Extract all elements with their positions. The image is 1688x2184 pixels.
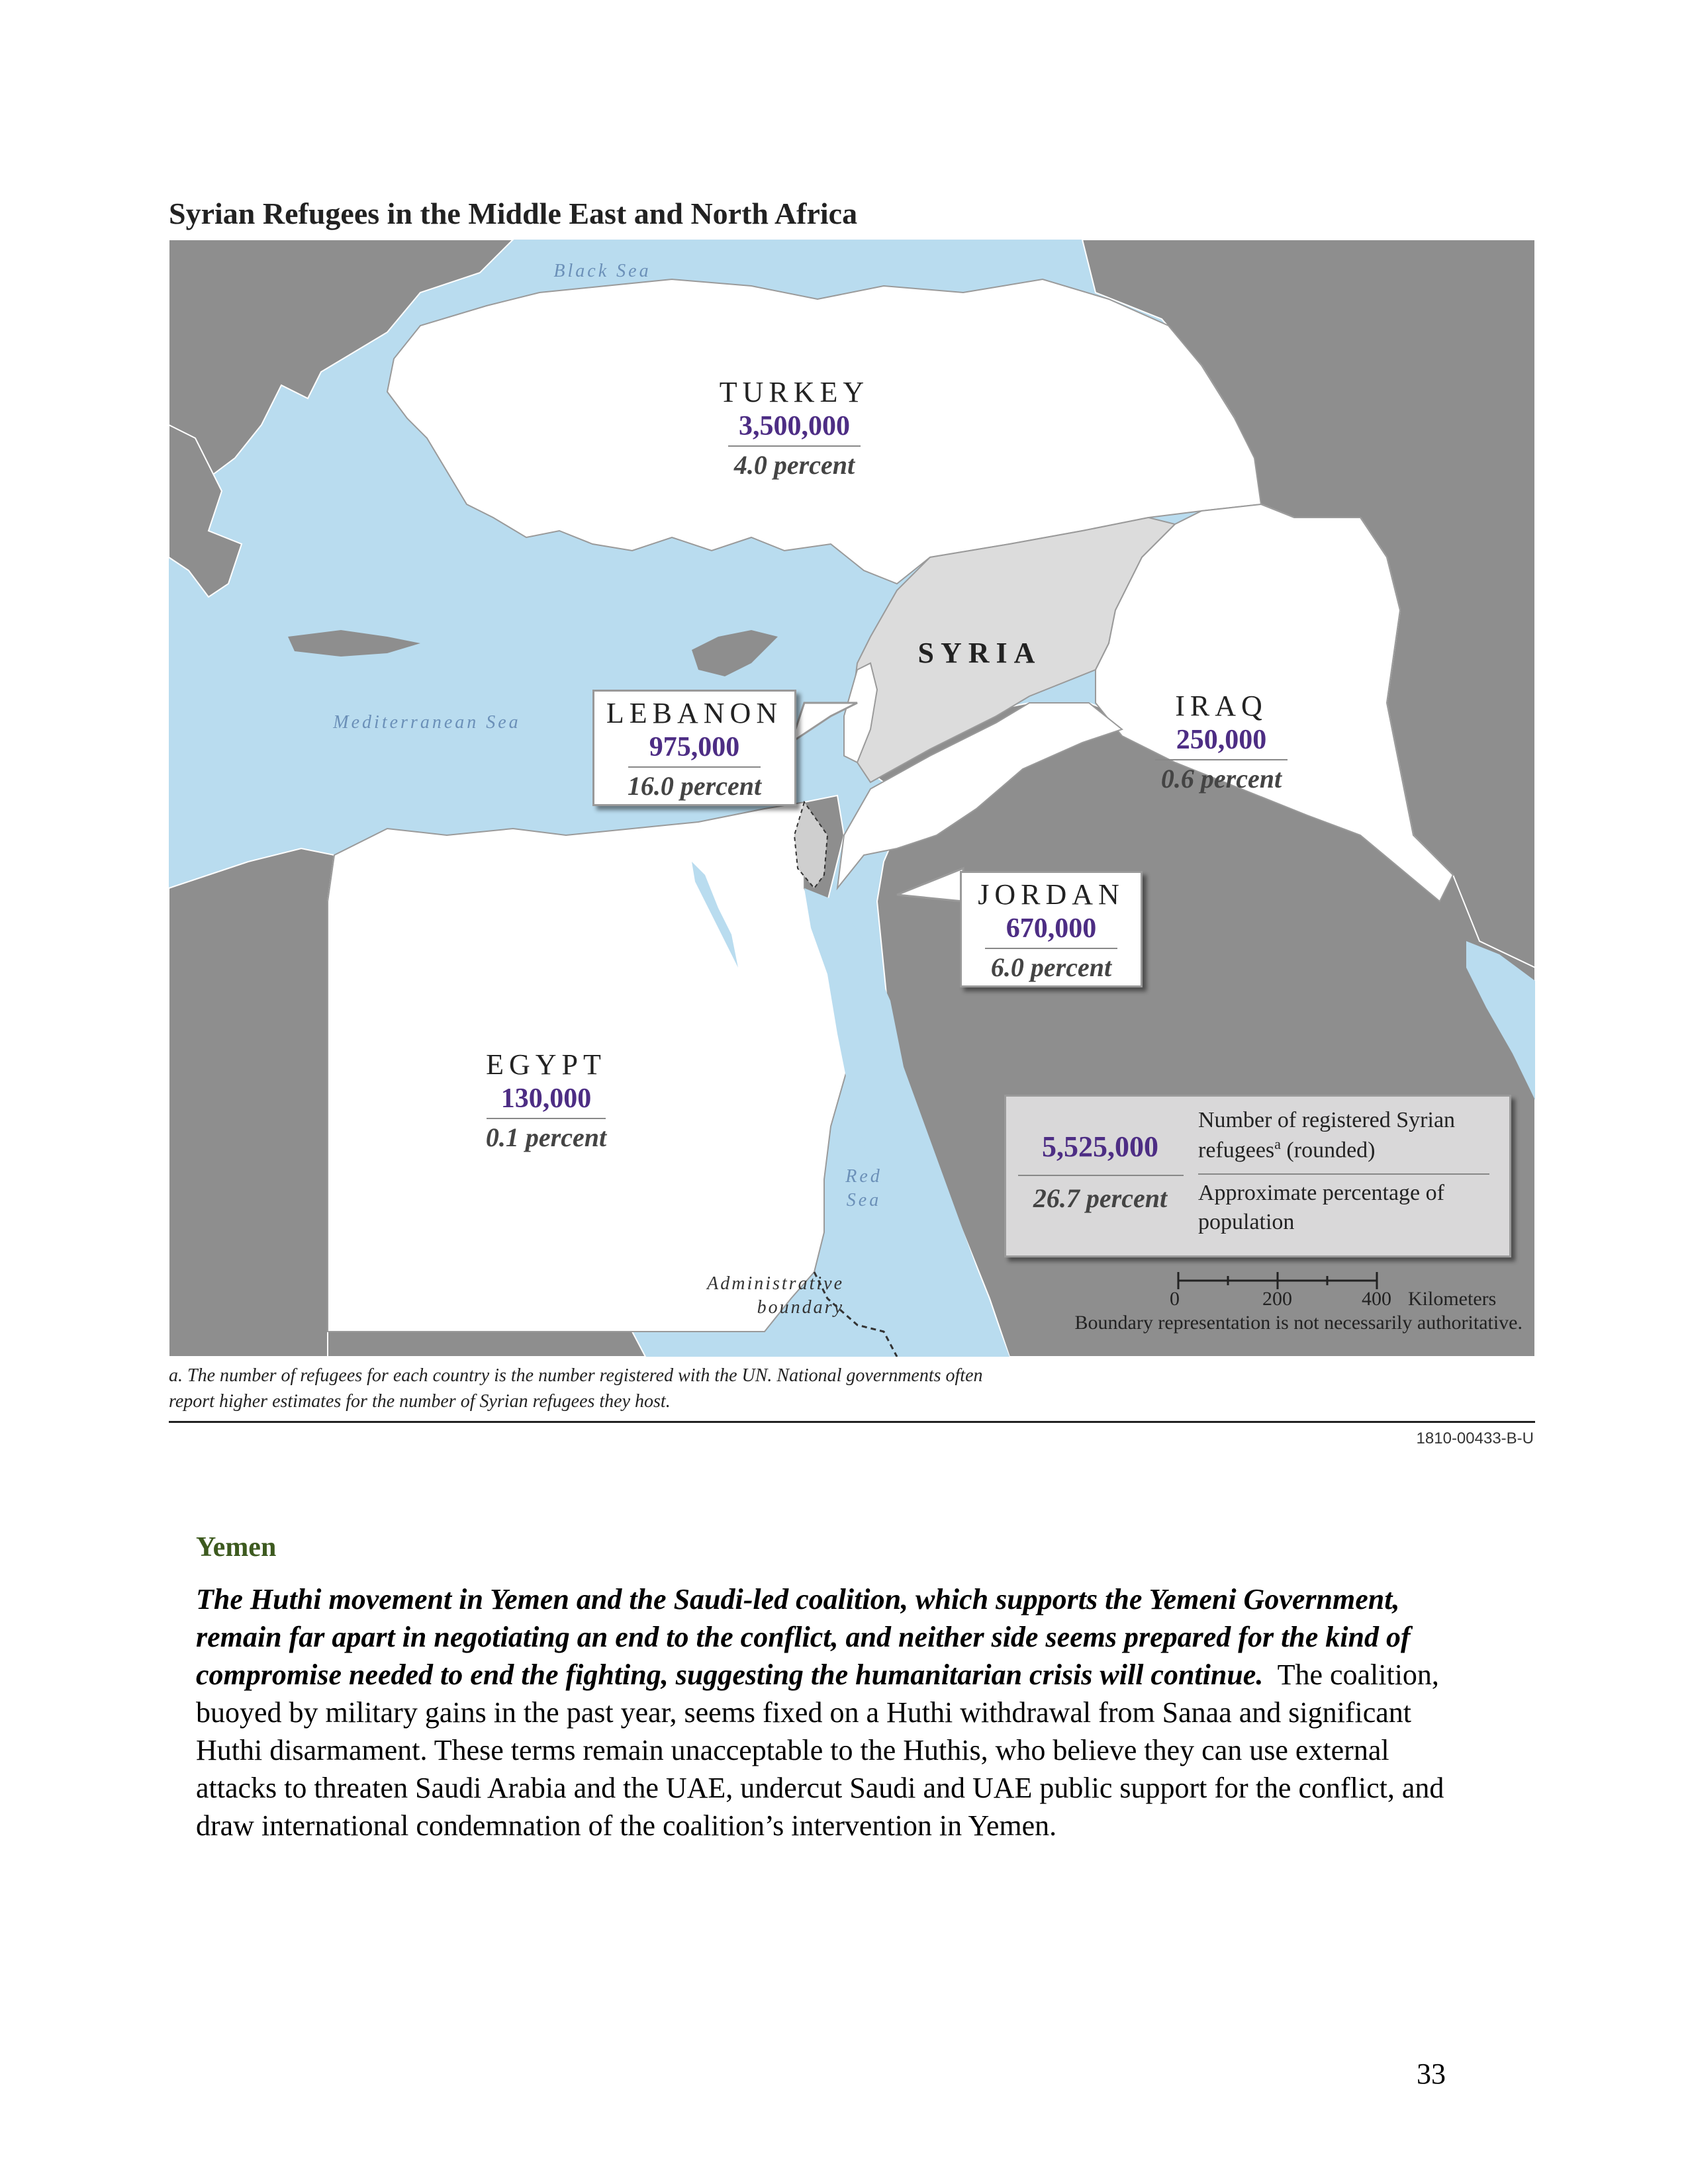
admin-boundary-line2: boundary xyxy=(757,1297,844,1318)
syria-name: SYRIA xyxy=(917,637,1042,669)
body-text: The coalition, buoyed by military gains in the past year, seems fixed on a Huthi withdrawal from Sanaa and significant Huthi disarmament. These terms remain unacceptable to the Huthis, who believe they can use external attacks to threaten Saudi Arabia and the UAE, undercut Saudi and UAE public support for the conflict, and draw international condemnation of the coalition’s intervention in Yemen. xyxy=(196,1659,1444,1842)
turkey-refugees: 3,500,000 xyxy=(739,410,850,441)
legend-refugees-desc-a: Number of registered Syrian refugees xyxy=(1198,1108,1456,1163)
egypt-refugees: 130,000 xyxy=(500,1083,592,1114)
page-number: 33 xyxy=(1417,2058,1446,2090)
legend-refugees-desc xyxy=(1198,1106,1503,1165)
section-paragraph xyxy=(196,1580,1460,1844)
scale-label-0: 0 xyxy=(1170,1288,1180,1310)
lead-sentence: The Huthi movement in Yemen and the Saudi-led coalition, which supports the Yemeni Government, remain far apart in negotiating an end to the conflict, and neither side seems prepared for the kind of compromise needed to end the fighting, suggesting the humanitarian crisis will continue. xyxy=(196,1583,1411,1691)
jordan-rule xyxy=(985,948,1117,949)
lebanon-rule xyxy=(628,766,761,768)
lebanon-percent: 16.0 percent xyxy=(627,770,762,801)
lebanon-refugees: 975,000 xyxy=(649,731,740,762)
lebanon-callout xyxy=(592,690,796,806)
turkey-name: TURKEY xyxy=(719,376,870,408)
libya-land xyxy=(169,848,334,1357)
iraq-name: IRAQ xyxy=(1175,690,1268,722)
figure-bottom-rule xyxy=(169,1421,1535,1423)
scale-label-400: 400 xyxy=(1362,1288,1391,1310)
jordan-refugees: 670,000 xyxy=(1006,913,1097,944)
legend-total-refugees: 5,525,000 xyxy=(1042,1130,1158,1163)
legend-box xyxy=(1004,1095,1511,1257)
legend-percent-desc: Approximate percentage of population xyxy=(1198,1181,1444,1235)
refugee-map xyxy=(169,240,1535,1357)
sudan-land xyxy=(328,1332,645,1357)
scale-unit: Kilometers xyxy=(1408,1288,1497,1310)
iraq-refugees: 250,000 xyxy=(1176,724,1267,755)
section-heading: Yemen xyxy=(196,1532,277,1563)
figure-footnote: a. The number of refugees for each country is the number registered with the UN. National governments often report higher estimates for the number of Syrian refugees they host. xyxy=(169,1365,983,1412)
legend-refugees-desc-b: (rounded) xyxy=(1280,1138,1376,1163)
egypt-rule xyxy=(487,1118,606,1119)
iraq-rule xyxy=(1155,759,1288,760)
jordan-name: JORDAN xyxy=(978,878,1125,911)
legend-total-percent: 26.7 percent xyxy=(1033,1183,1168,1213)
black-sea-label: Black Sea xyxy=(553,261,651,281)
scale-label-200: 200 xyxy=(1262,1288,1292,1310)
legend-footnote-marker: a xyxy=(1274,1136,1281,1153)
lebanon-name: LEBANON xyxy=(606,697,783,729)
red-sea-line1: Red xyxy=(845,1166,882,1187)
turkey-percent: 4.0 percent xyxy=(733,449,855,480)
legend-right-rule xyxy=(1198,1173,1489,1175)
boundary-disclaimer: Boundary representation is not necessarily authoritative. xyxy=(1074,1312,1523,1334)
mediterranean-sea-label: Mediterranean Sea xyxy=(333,712,521,733)
egypt-name: EGYPT xyxy=(486,1048,606,1081)
red-sea-line2: Sea xyxy=(846,1190,882,1211)
jordan-callout xyxy=(960,871,1143,987)
figure-id: 1810-00433-B-U xyxy=(1416,1430,1534,1447)
syria-label xyxy=(907,637,1053,670)
iraq-percent: 0.6 percent xyxy=(1160,763,1282,794)
figure-title: Syrian Refugees in the Middle East and North Africa xyxy=(169,197,858,230)
egypt-label xyxy=(460,1048,632,1154)
admin-boundary-line1: Administrative xyxy=(707,1273,844,1294)
turkey-label xyxy=(688,376,900,481)
egypt-percent: 0.1 percent xyxy=(485,1122,607,1152)
turkey-rule xyxy=(728,445,861,447)
jordan-percent: 6.0 percent xyxy=(990,952,1112,982)
admin-boundary-label xyxy=(619,1272,844,1320)
iraq-label xyxy=(1135,690,1307,795)
legend-left-rule xyxy=(1018,1175,1184,1176)
red-sea-label xyxy=(824,1165,904,1213)
